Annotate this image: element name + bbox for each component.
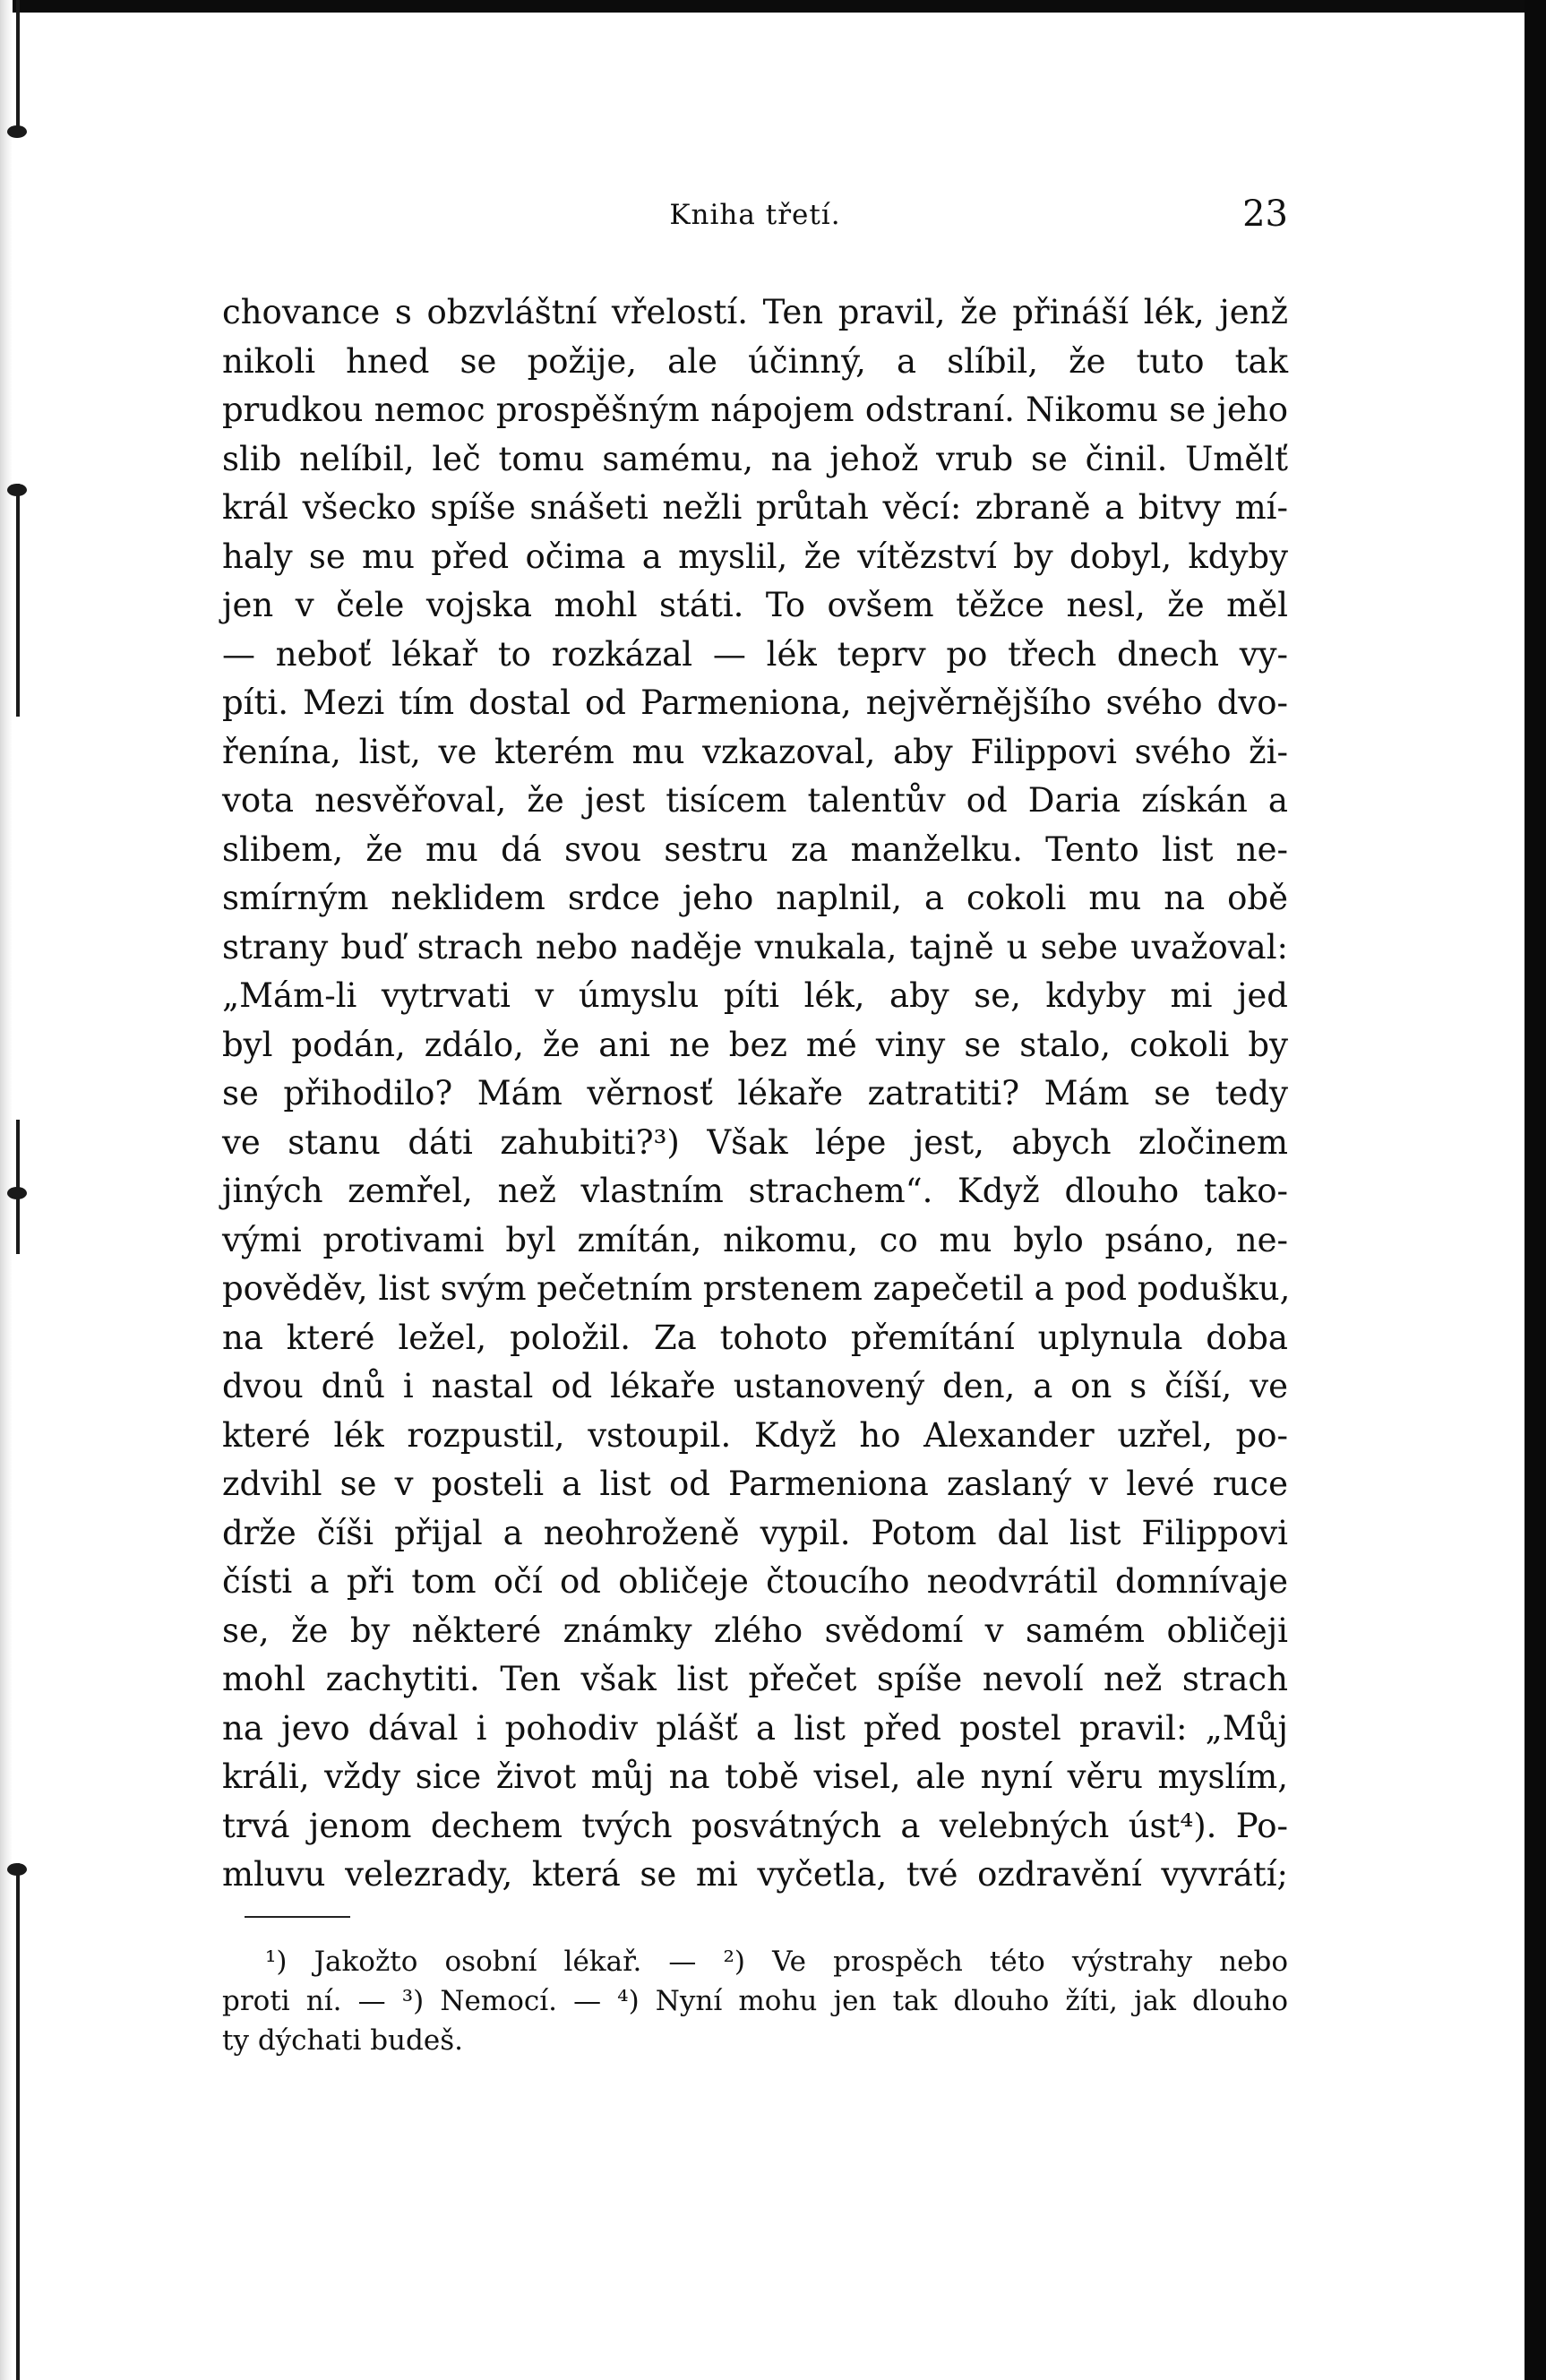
text-line: pověděv, list svým pečetním prstenem zapečetil a pod podušku, [222,1269,1291,1308]
text-line: slibem, že mu dá svou sestru za manželku. Tento list ne- [222,829,1288,869]
text-line: chovance s obzvláštní vřelostí. Ten pravil, že přináší lék, jenž [222,293,1288,331]
text-line: byl podán, zdálo, že ani ne bez mé viny se stalo, cokoli by [222,1025,1288,1064]
binding-mark [16,484,20,717]
text-line: čísti a při tom očí od obličeje čtoucího neodvrátil domnívaje [222,1562,1288,1601]
text-line: se přihodilo? Mám věrnosť lékaře zatratiti? Mám se tedy [222,1074,1288,1113]
binding-mark [16,0,20,134]
binding-dot [7,125,27,138]
footnote-line: ¹) Jakožto osobní lékař. — ²) Ve prospěch této výstrahy nebo [265,1946,1288,1978]
text-line: strany buď strach nebo naděje vnukala, tajně u sebe uvažoval: [222,927,1288,967]
footnotes [222,1942,1288,2060]
text-line: jen v čele vojska mohl státi. To ovšem těžce nesl, že měl [222,586,1288,624]
text-line: král všecko spíše snášeti nežli průtah věcí: zbraně a bitvy mí- [222,488,1288,527]
page-header [222,190,1288,244]
scan-border-right [1525,0,1546,2380]
text-line: řenína, list, ve kterém mu vzkazoval, aby Filippovi svého ži- [222,732,1288,771]
scan-border-top [0,0,1546,13]
footnote-line: ty dýchati budeš. [222,2024,463,2057]
text-line: ve stanu dáti zahubiti?³) Však lépe jest, abych zločinem [222,1122,1288,1162]
binding-dot [7,484,27,496]
text-line: mohl zachytiti. Ten však list přečet spíše nevolí než strach [222,1660,1288,1698]
text-line: jiných zemřel, než vlastním strachem“. Když dlouho tako- [222,1172,1288,1210]
text-line: trvá jenom dechem tvých posvátných a velebných úst⁴). Po- [222,1806,1288,1845]
text-line: na jevo dával i pohodiv plášť a list před postel pravil: „Můj [222,1708,1288,1748]
text-line: vými protivami byl zmítán, nikomu, co mu bylo psáno, ne- [222,1220,1288,1259]
binding-dot [7,1863,27,1876]
text-line: „Mám-li vytrvati v úmyslu píti lék, aby se, kdyby mi jed [222,976,1288,1015]
page-number: 23 [1242,193,1288,235]
text-line: mluvu velezrady, která se mi vyčetla, tvé ozdravění vyvrátí; [222,1855,1288,1894]
footnote-separator [245,1916,350,1918]
body-text [222,288,1291,1900]
text-line: nikoli hned se požije, ale účinný, a slíbil, že tuto tak [222,341,1288,381]
text-line: — neboť lékař to rozkázal — lék teprv po třech dnech vy- [222,634,1288,674]
text-line: prudkou nemoc prospěšným nápojem odstraní. Nikomu se jeho [222,391,1288,429]
text-line: haly se mu před očima a myslil, že vítězství by dobyl, kdyby [222,537,1288,576]
running-title: Kniha třetí. [669,199,841,231]
binding-dot [7,1187,27,1199]
text-line: drže číši přijal a neohroženě vypil. Potom dal list Filippovi [222,1513,1288,1552]
text-line: králi, vždy sice život můj na tobě visel, ale nyní věru myslím, [222,1757,1288,1796]
binding-mark [16,1863,20,2380]
text-line: vota nesvěřoval, že jest tisícem talentův od Daria získán a [222,781,1288,820]
text-line: smírným neklidem srdce jeho naplnil, a cokoli mu na obě [222,879,1288,917]
text-line: dvou dnů i nastal od lékaře ustanovený den, a on s číší, ve [222,1367,1288,1405]
text-line: píti. Mezi tím dostal od Parmeniona, nejvěrnějšího svého dvo- [222,683,1288,722]
footnote-line: proti ní. — ³) Nemocí. — ⁴) Nyní mohu jen tak dlouho žíti, jak dlouho [222,1985,1288,2017]
text-line: které lék rozpustil, vstoupil. Když ho Alexander uzřel, po- [222,1415,1288,1455]
text-line: se, že by některé známky zlého svědomí v samém obličeji [222,1611,1288,1650]
text-line: slib nelíbil, leč tomu samému, na jehož vrub se činil. Umělť [222,439,1288,478]
text-line: zdvihl se v posteli a list od Parmeniona zaslaný v levé ruce [222,1465,1288,1503]
text-line: na které ležel, položil. Za tohoto přemítání uplynula doba [222,1318,1288,1357]
